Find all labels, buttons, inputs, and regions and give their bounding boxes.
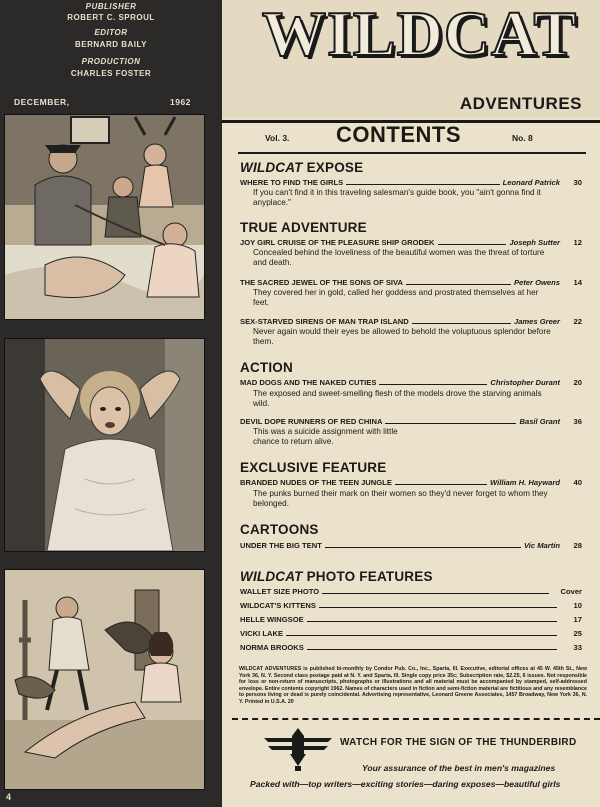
entry-author: James Greer	[513, 317, 560, 326]
section-heading-expose-brand: WILDCAT	[240, 160, 303, 175]
entry-title: WILDCAT'S KITTENS	[240, 601, 316, 610]
dot-leader	[438, 244, 507, 245]
packed-with-line: Packed with—top writers—exciting stories—daring exposes—beautiful girls	[250, 779, 561, 789]
entry-page: 14	[573, 278, 582, 287]
section-heading-cartoons: CARTOONS	[240, 522, 319, 537]
publication-fine-print: WILDCAT ADVENTURES is published bi-monthly by Condor Pub. Co., Inc., Sparta, Ill. Executive, editorial offices at 45 W. 45th St., New York 36, N. Y. Second class postage paid at N. Y. and Sparta, Ill. Single copy price 35c; Subscription rate, $2.25, 6 issues. Not responsible for loss or non-return of manuscripts, photographs or illustrations and all material must be accompanied by stamped, self-addressed envelope. Entire contents copyright 1962. Names of characters used in fiction and semi-fiction material are fictitious and any resemblance to persons living or dead is purely coincidental. Advertising representative, Leonard Greene Associates, 1457 Broadway, New York 36, N. Y. Printed in U.S.A. 20	[239, 666, 587, 705]
toc-entry-photo-feature[interactable]	[240, 585, 582, 596]
credit-role-production: PRODUCTION	[81, 57, 141, 66]
volume-label: Vol. 3.	[265, 133, 290, 143]
entry-description: They covered her in gold, called her goddess and prostrated themselves at her feet.	[253, 288, 539, 307]
entry-title: WHERE TO FIND THE GIRLS	[240, 178, 344, 187]
entry-description: The punks burned their mark on their women so they'd never forget to whom they belonged.	[253, 489, 548, 508]
entry-title: JOY GIRL CRUISE OF THE PLEASURE SHIP GRODEK	[240, 238, 435, 247]
entry-page: 30	[573, 178, 582, 187]
entry-description: Concealed behind the loveliness of the beautiful women was the threat of torture and death.	[253, 248, 545, 267]
issue-month: DECEMBER,	[14, 97, 70, 107]
credit-role-editor: EDITOR	[94, 28, 128, 37]
section-heading-expose	[240, 160, 363, 175]
entry-title: DEVIL DOPE RUNNERS OF RED CHINA	[240, 417, 383, 426]
entry-page: 40	[573, 478, 582, 487]
section-heading-true-adventure: TRUE ADVENTURE	[240, 220, 367, 235]
dashed-divider	[232, 718, 600, 720]
entry-title: NORMA BROOKS	[240, 643, 304, 652]
dot-leader	[319, 607, 557, 608]
dot-leader	[346, 184, 499, 185]
entry-title: VICKI LAKE	[240, 629, 284, 638]
page-number: 4	[6, 792, 12, 802]
section-heading-photo-brand: WILDCAT	[240, 569, 303, 584]
masthead-title: WILDCAT	[262, 0, 578, 69]
entry-page: 25	[573, 629, 582, 638]
section-heading-expose-text: EXPOSE	[302, 160, 364, 175]
thunderbird-icon	[262, 726, 334, 777]
entry-description: If you can't find it in this traveling salesman's guide book, you "ain't gonna find it anyplace."	[253, 188, 541, 207]
section-heading-photo-features	[240, 569, 433, 584]
entry-page: 33	[573, 643, 582, 652]
issue-year: 1962	[170, 97, 191, 107]
entry-page: 20	[573, 378, 582, 387]
dot-leader	[406, 284, 511, 285]
dot-leader	[307, 621, 557, 622]
section-heading-exclusive: EXCLUSIVE FEATURE	[240, 460, 387, 475]
credit-role-publisher: PUBLISHER	[85, 2, 137, 11]
dot-leader	[286, 635, 557, 636]
dot-leader	[412, 323, 511, 324]
toc-entry-siva[interactable]	[240, 276, 582, 287]
entry-page: 10	[573, 601, 582, 610]
entry-description: Never again would their eyes be allowed to behold the voluptuous splendor before them.	[253, 327, 551, 346]
entry-title: WALLET SIZE PHOTO	[240, 587, 320, 596]
entry-title: UNDER THE BIG TENT	[240, 541, 322, 550]
entry-author: Leonard Patrick	[502, 178, 560, 187]
entry-page: Cover	[560, 587, 582, 596]
section-heading-action: ACTION	[240, 360, 293, 375]
dot-leader	[385, 423, 516, 424]
entry-page: 36	[573, 417, 582, 426]
toc-entry-sirens[interactable]	[240, 315, 582, 326]
credit-name-production: CHARLES FOSTER	[70, 69, 152, 78]
entry-author: William H. Hayward	[490, 478, 560, 487]
left-column	[0, 0, 222, 807]
masthead-subtitle: ADVENTURES	[459, 94, 582, 113]
toc-entry-mad-dogs[interactable]	[240, 376, 582, 387]
dot-leader	[322, 593, 549, 594]
entry-author: Christopher Durant	[490, 378, 560, 387]
entry-author: Peter Owens	[513, 278, 560, 287]
dot-leader	[325, 547, 521, 548]
toc-entry-grodek[interactable]	[240, 236, 582, 247]
entry-page: 28	[573, 541, 582, 550]
toc-entry-photo-feature[interactable]	[240, 613, 582, 624]
entry-description: The exposed and sweet-smelling flesh of the models drove the starving animals wild.	[253, 389, 542, 408]
entry-page: 22	[573, 317, 582, 326]
toc-entry-devil-dope[interactable]	[240, 415, 582, 426]
entry-title: HELLE WINGSOE	[240, 615, 304, 624]
entry-title: SEX-STARVED SIRENS OF MAN TRAP ISLAND	[240, 317, 409, 326]
issue-number: No. 8	[512, 133, 533, 143]
entry-title: BRANDED NUDES OF THE TEEN JUNGLE	[240, 478, 392, 487]
entry-author: Joseph Sutter	[509, 238, 560, 247]
illustration-photo-1	[4, 114, 205, 320]
section-heading-photo-text: PHOTO FEATURES	[302, 569, 433, 584]
toc-entry-photo-feature[interactable]	[240, 599, 582, 610]
entry-author: Vic Martin	[523, 541, 560, 550]
masthead	[222, 0, 600, 118]
toc-entry-big-tent[interactable]	[240, 539, 582, 550]
entry-author: Basil Grant	[519, 417, 560, 426]
toc-entry-teen-jungle[interactable]	[240, 476, 582, 487]
dot-leader	[307, 649, 557, 650]
contents-heading: CONTENTS	[336, 122, 461, 147]
thunderbird-tagline: WATCH FOR THE SIGN OF THE THUNDERBIRD	[340, 737, 577, 748]
entry-title: MAD DOGS AND THE NAKED CUTIES	[240, 378, 377, 387]
dot-leader	[395, 484, 487, 485]
credit-name-editor: BERNARD BAILY	[75, 40, 147, 49]
woman-photo-2	[4, 338, 205, 552]
assurance-line: Your assurance of the best in men's magazines	[362, 763, 556, 773]
credit-name-publisher: ROBERT C. SPROUL	[67, 13, 155, 22]
entry-title: THE SACRED JEWEL OF THE SONS OF SIVA	[240, 278, 404, 287]
entry-page: 12	[573, 238, 582, 247]
toc-entry-photo-feature[interactable]	[240, 641, 582, 652]
illustration-photo-3	[4, 569, 205, 790]
toc-entry-photo-feature[interactable]	[240, 627, 582, 638]
toc-entry-girls[interactable]	[240, 176, 582, 187]
entry-description: This was a suicide assignment with little chance to return alive.	[253, 427, 398, 446]
entry-page: 17	[573, 615, 582, 624]
contents-rule	[238, 152, 586, 154]
dot-leader	[379, 384, 487, 385]
